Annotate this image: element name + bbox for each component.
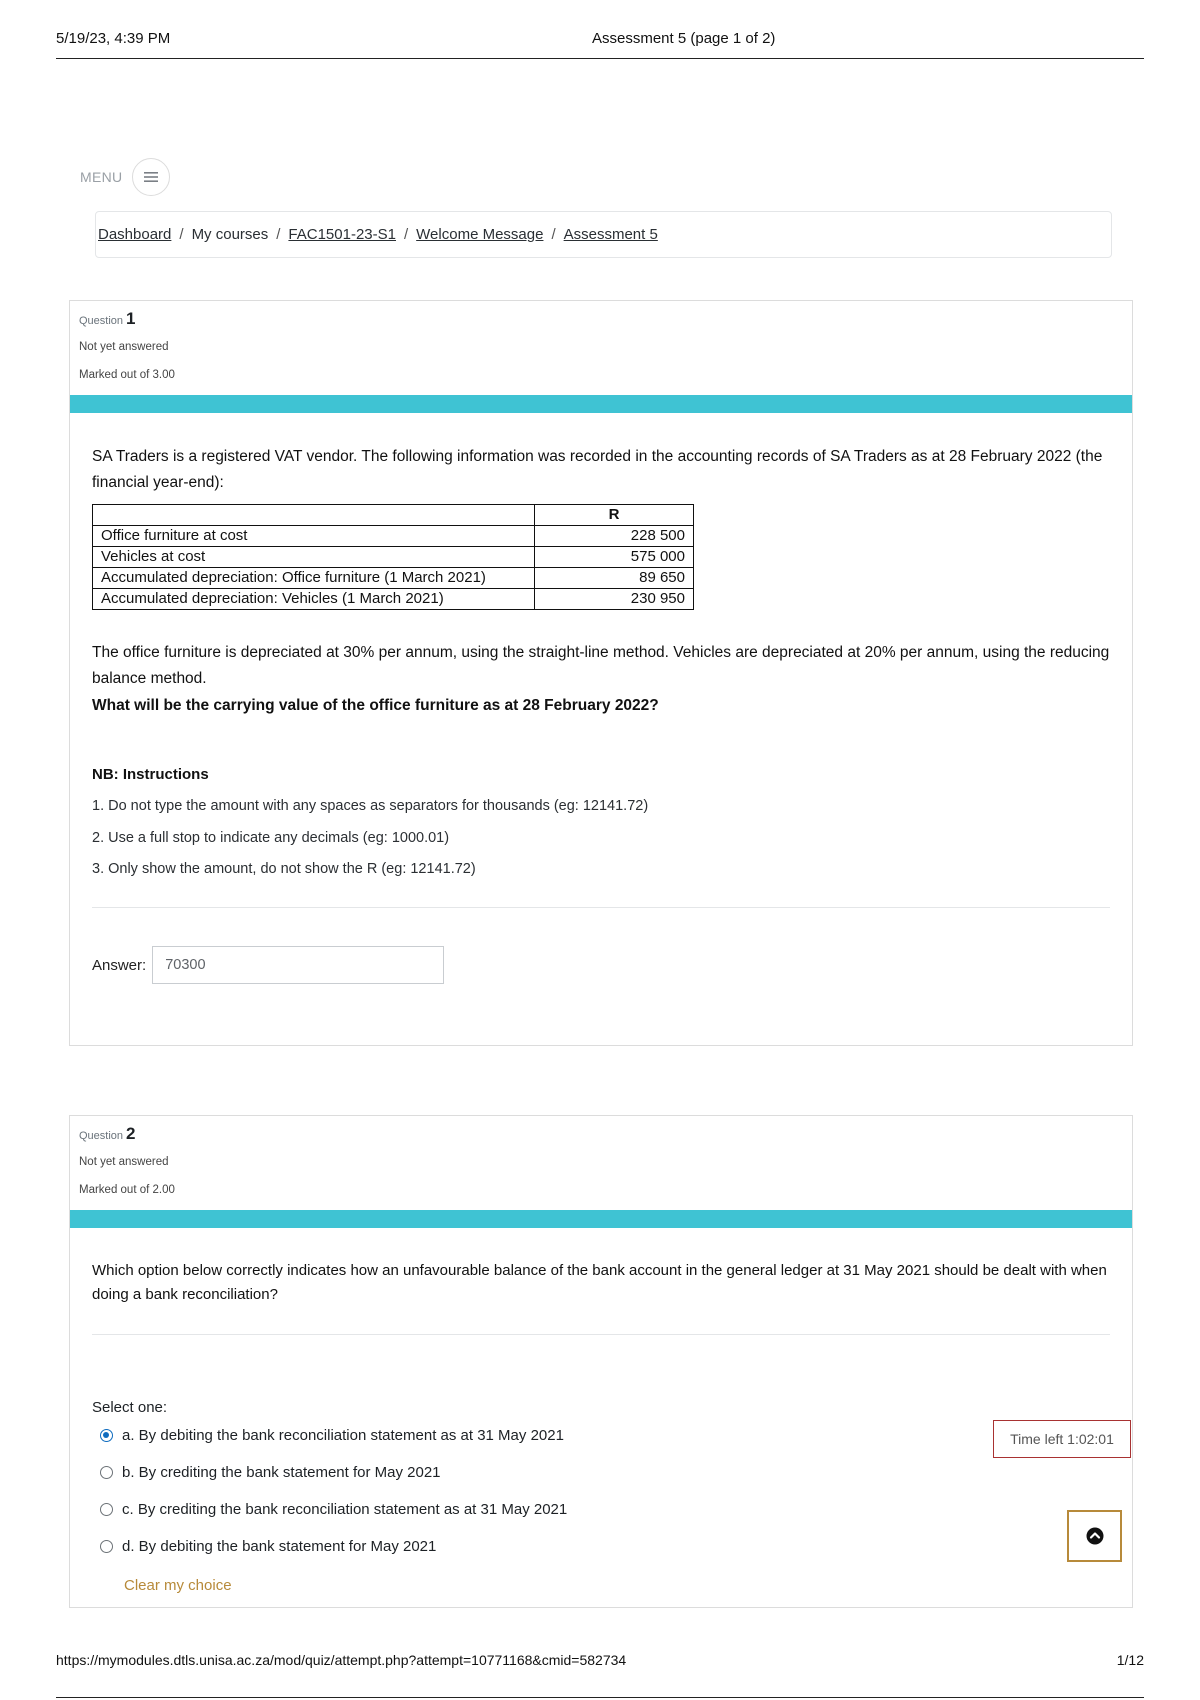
- option-label: b. By crediting the bank statement for May 2021: [122, 1464, 441, 1481]
- menu-label: MENU: [80, 169, 123, 185]
- footer-divider: [56, 1697, 1144, 1698]
- table-header-row: [93, 505, 694, 526]
- question-2: [69, 1115, 1133, 1608]
- table-cell-amount: 89 650: [535, 568, 694, 589]
- table-header-cell: R: [535, 505, 694, 526]
- menu-button[interactable]: [132, 158, 170, 196]
- radio[interactable]: [100, 1540, 113, 1553]
- question-state: Not yet answered: [79, 1156, 169, 1168]
- divider: [92, 1334, 1110, 1335]
- data-table: [92, 504, 694, 610]
- question-body: [70, 444, 1132, 984]
- question-prompt: What will be the carrying value of the office furniture as at 28 February 2022?: [92, 697, 659, 714]
- option-label: a. By debiting the bank reconciliation statement as at 31 May 2021: [122, 1427, 564, 1444]
- instruction-item: 1. Do not type the amount with any spaces as separators for thousands (eg: 12141.72): [92, 798, 649, 814]
- option-c[interactable]: [100, 1501, 567, 1518]
- breadcrumb-my-courses[interactable]: My courses: [191, 226, 269, 243]
- hamburger-icon: [144, 171, 158, 183]
- breadcrumb-course[interactable]: FAC1501-23-S1: [288, 226, 396, 243]
- radio-selected[interactable]: [100, 1429, 113, 1442]
- divider: [92, 907, 1110, 908]
- table-cell-amount: 228 500: [535, 526, 694, 547]
- breadcrumb-separator: /: [179, 226, 184, 243]
- table-row: [93, 526, 694, 547]
- select-one-label: Select one:: [92, 1399, 168, 1416]
- answer-input[interactable]: [152, 946, 444, 984]
- print-page-title: Assessment 5 (page 1 of 2): [592, 30, 776, 47]
- answer-label: Answer:: [92, 956, 147, 974]
- question-info: [70, 1116, 1132, 1210]
- instruction-item: 2. Use a full stop to indicate any decimals (eg: 1000.01): [92, 830, 450, 846]
- question-number-value: 2: [126, 1124, 136, 1143]
- instructions-title: NB: Instructions: [92, 766, 209, 783]
- print-page-number: 1/12: [1116, 1652, 1144, 1668]
- table-cell-amount: 230 950: [535, 589, 694, 610]
- option-label: d. By debiting the bank statement for May 2021: [122, 1538, 437, 1555]
- question-label: Question: [79, 1130, 124, 1142]
- radio[interactable]: [100, 1503, 113, 1516]
- time-left-badge: Time left 1:02:01: [993, 1420, 1131, 1458]
- question-1: [69, 300, 1133, 1046]
- question-info: [70, 301, 1132, 395]
- option-a[interactable]: [100, 1427, 564, 1444]
- print-datetime: 5/19/23, 4:39 PM: [56, 30, 171, 47]
- question-bar: [70, 395, 1132, 413]
- question-number-value: 1: [126, 309, 136, 328]
- breadcrumb-separator: /: [404, 226, 409, 243]
- option-b[interactable]: [100, 1464, 441, 1481]
- option-d[interactable]: [100, 1538, 436, 1555]
- arrow-up-circle-icon: [1086, 1527, 1104, 1545]
- question-label: Question: [79, 315, 124, 327]
- breadcrumb: [95, 211, 1112, 258]
- question-text: Which option below correctly indicates how an unfavourable balance of the bank account in the general ledger at 31 May 2021 should be dealt with when doing a bank reconciliation?: [92, 1262, 1107, 1303]
- option-label: c. By crediting the bank reconciliation statement as at 31 May 2021: [122, 1501, 568, 1518]
- question-marks: Marked out of 2.00: [79, 1184, 175, 1196]
- table-cell-label: Accumulated depreciation: Vehicles (1 March 2021): [93, 589, 535, 610]
- question-body: [70, 1259, 1132, 1639]
- breadcrumb-separator: /: [276, 226, 281, 243]
- question-bar: [70, 1210, 1132, 1228]
- question-intro: SA Traders is a registered VAT vendor. The following information was recorded in the accounting records of SA Traders as at 28 February 2022 (the financial year-end):: [92, 448, 1103, 491]
- breadcrumb-welcome-message[interactable]: Welcome Message: [416, 226, 544, 243]
- breadcrumb-assessment[interactable]: Assessment 5: [563, 226, 658, 243]
- question-number: [79, 1124, 136, 1144]
- clear-choice-link[interactable]: Clear my choice: [124, 1577, 232, 1594]
- table-row: [93, 547, 694, 568]
- instruction-item: 3. Only show the amount, do not show the R (eg: 12141.72): [92, 861, 476, 877]
- breadcrumb-dashboard[interactable]: Dashboard: [98, 226, 172, 243]
- table-cell-label: Office furniture at cost: [93, 526, 535, 547]
- table-cell-label: Accumulated depreciation: Office furniture (1 March 2021): [93, 568, 535, 589]
- answer-row: [92, 946, 1110, 984]
- table-cell-amount: 575 000: [535, 547, 694, 568]
- menu-toggle[interactable]: [80, 158, 170, 196]
- table-row: [93, 589, 694, 610]
- question-state: Not yet answered: [79, 341, 169, 353]
- table-cell-label: Vehicles at cost: [93, 547, 535, 568]
- question-marks: Marked out of 3.00: [79, 369, 175, 381]
- question-detail: The office furniture is depreciated at 30% per annum, using the straight-line method. Vehicles are depreciated at 20% per annum, using the reducing balance method.: [92, 644, 1110, 687]
- back-to-top-button[interactable]: [1067, 1510, 1122, 1562]
- table-header-cell: [93, 505, 535, 526]
- table-row: [93, 568, 694, 589]
- radio[interactable]: [100, 1466, 113, 1479]
- breadcrumb-separator: /: [551, 226, 556, 243]
- print-url: https://mymodules.dtls.unisa.ac.za/mod/quiz/attempt.php?attempt=10771168&cmid=582734: [56, 1652, 627, 1668]
- question-number: [79, 309, 136, 329]
- print-header: [56, 26, 1144, 59]
